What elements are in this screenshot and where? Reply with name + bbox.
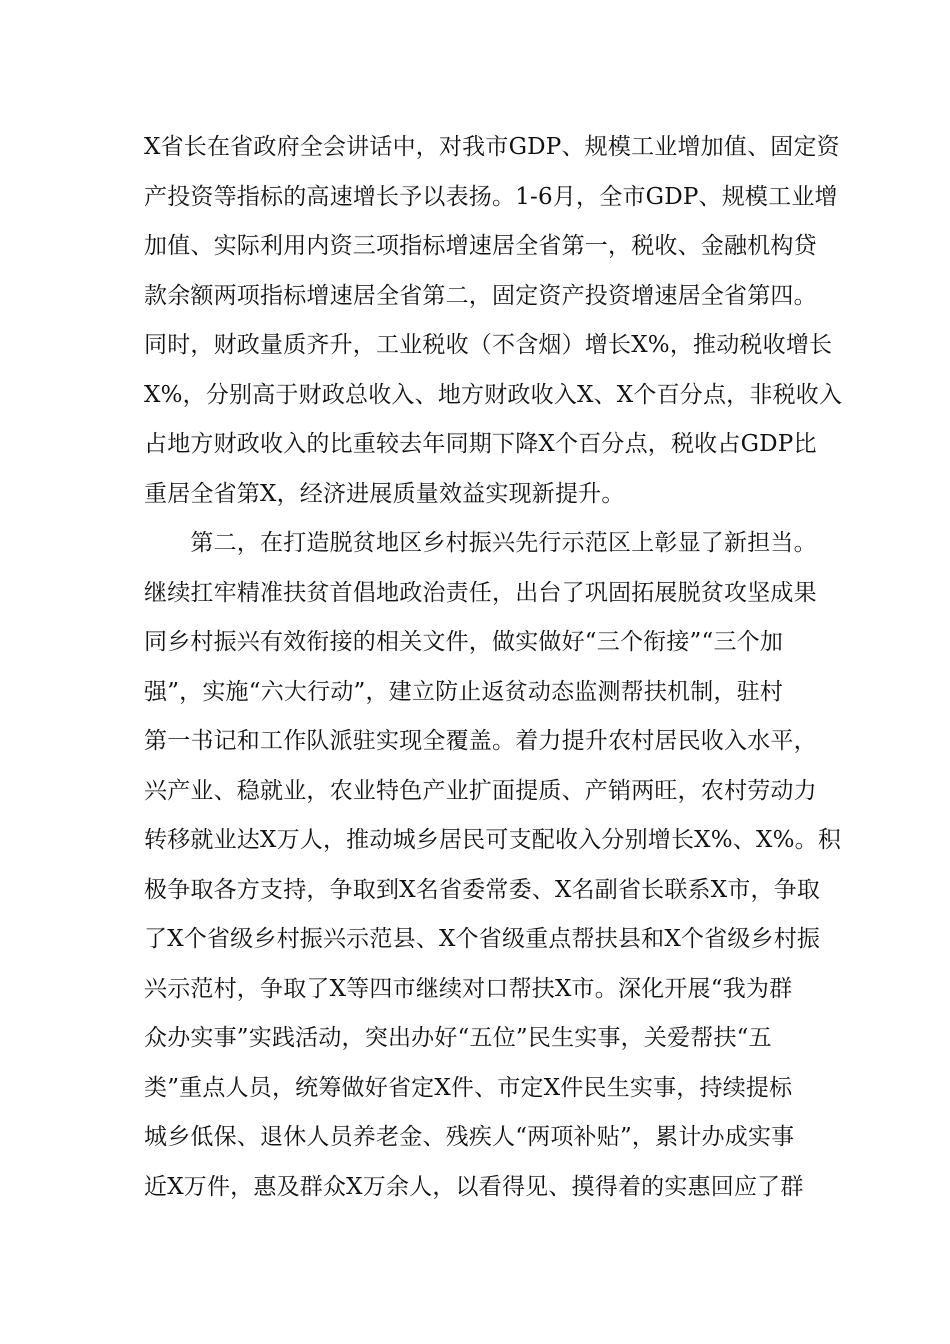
text-line-14: 兴产业、稳就业，农业特色产业扩面提质、产销两旺，农村劳动力 bbox=[144, 777, 817, 804]
text-line-16: 极争取各方支持，争取到X名省委常委、X名副省长联系X市，争取 bbox=[144, 876, 821, 903]
text-line-10: 继续扛牢精准扶贫首倡地政治责任，出台了巩固拓展脱贫攻坚成果 bbox=[144, 579, 817, 606]
body-text bbox=[144, 128, 843, 1217]
text-line-21: 城乡低保、退休人员养老金、残疾人“两项补贴”，累计办成实事 bbox=[144, 1124, 795, 1150]
text-line-13: 第一书记和工作队派驻实现全覆盖。着力提升农村居民收入水平， bbox=[144, 728, 817, 754]
text-line-1: X省长在省政府全会讲话中，对我市GDP、规模工业增加值、固定资 bbox=[144, 134, 840, 160]
text-line-5: 同时，财政量质齐升，工业税收（不含烟）增长X%，推动税收增长 bbox=[144, 332, 833, 358]
text-line-4: 款余额两项指标增速居全省第二，固定资产投资增速居全省第四。 bbox=[144, 282, 817, 309]
text-line-17: 了X个省级乡村振兴示范县、X个省级重点帮扶县和X个省级乡村振 bbox=[144, 926, 821, 952]
text-line-8: 重居全省第X，经济进展质量效益实现新提升。 bbox=[144, 480, 625, 507]
text-line-3: 加值、实际利用内资三项指标增速居全省第一，税收、金融机构贷 bbox=[144, 233, 817, 259]
text-line-11: 同乡村振兴有效衔接的相关文件，做实做好“三个衔接”“三个加 bbox=[144, 629, 784, 655]
text-line-12: 强”，实施“六大行动”，建立防止返贫动态监测帮扶机制，驻村 bbox=[144, 678, 784, 705]
text-line-15: 转移就业达X万人，推动城乡居民可支配收入分别增长X%、X%。积 bbox=[144, 827, 842, 853]
text-line-22: 近X万件，惠及群众X万余人，以看得见、摸得着的实惠回应了群 bbox=[144, 1173, 804, 1200]
text-line-18: 兴示范村，争取了X等四市继续对口帮扶X市。深化开展“我为群 bbox=[144, 975, 793, 1002]
text-line-7: 占地方财政收入的比重较去年同期下降X个百分点，税收占GDP比 bbox=[144, 431, 817, 457]
text-line-9: 第二，在打造脱贫地区乡村振兴先行示范区上彰显了新担当。 bbox=[144, 530, 817, 556]
text-line-6: X%，分别高于财政总收入、地方财政收入X、X个百分点，非税收入 bbox=[144, 381, 843, 408]
text-line-19: 众办实事”实践活动，突出办好“五位”民生实事，关爱帮扶“五 bbox=[144, 1025, 772, 1051]
text-line-20: 类”重点人员，统筹做好省定X件、市定X件民生实事，持续提标 bbox=[144, 1074, 793, 1101]
text-line-2: 产投资等指标的高速增长予以表扬。1-6月，全市GDP、规模工业增 bbox=[144, 183, 838, 210]
